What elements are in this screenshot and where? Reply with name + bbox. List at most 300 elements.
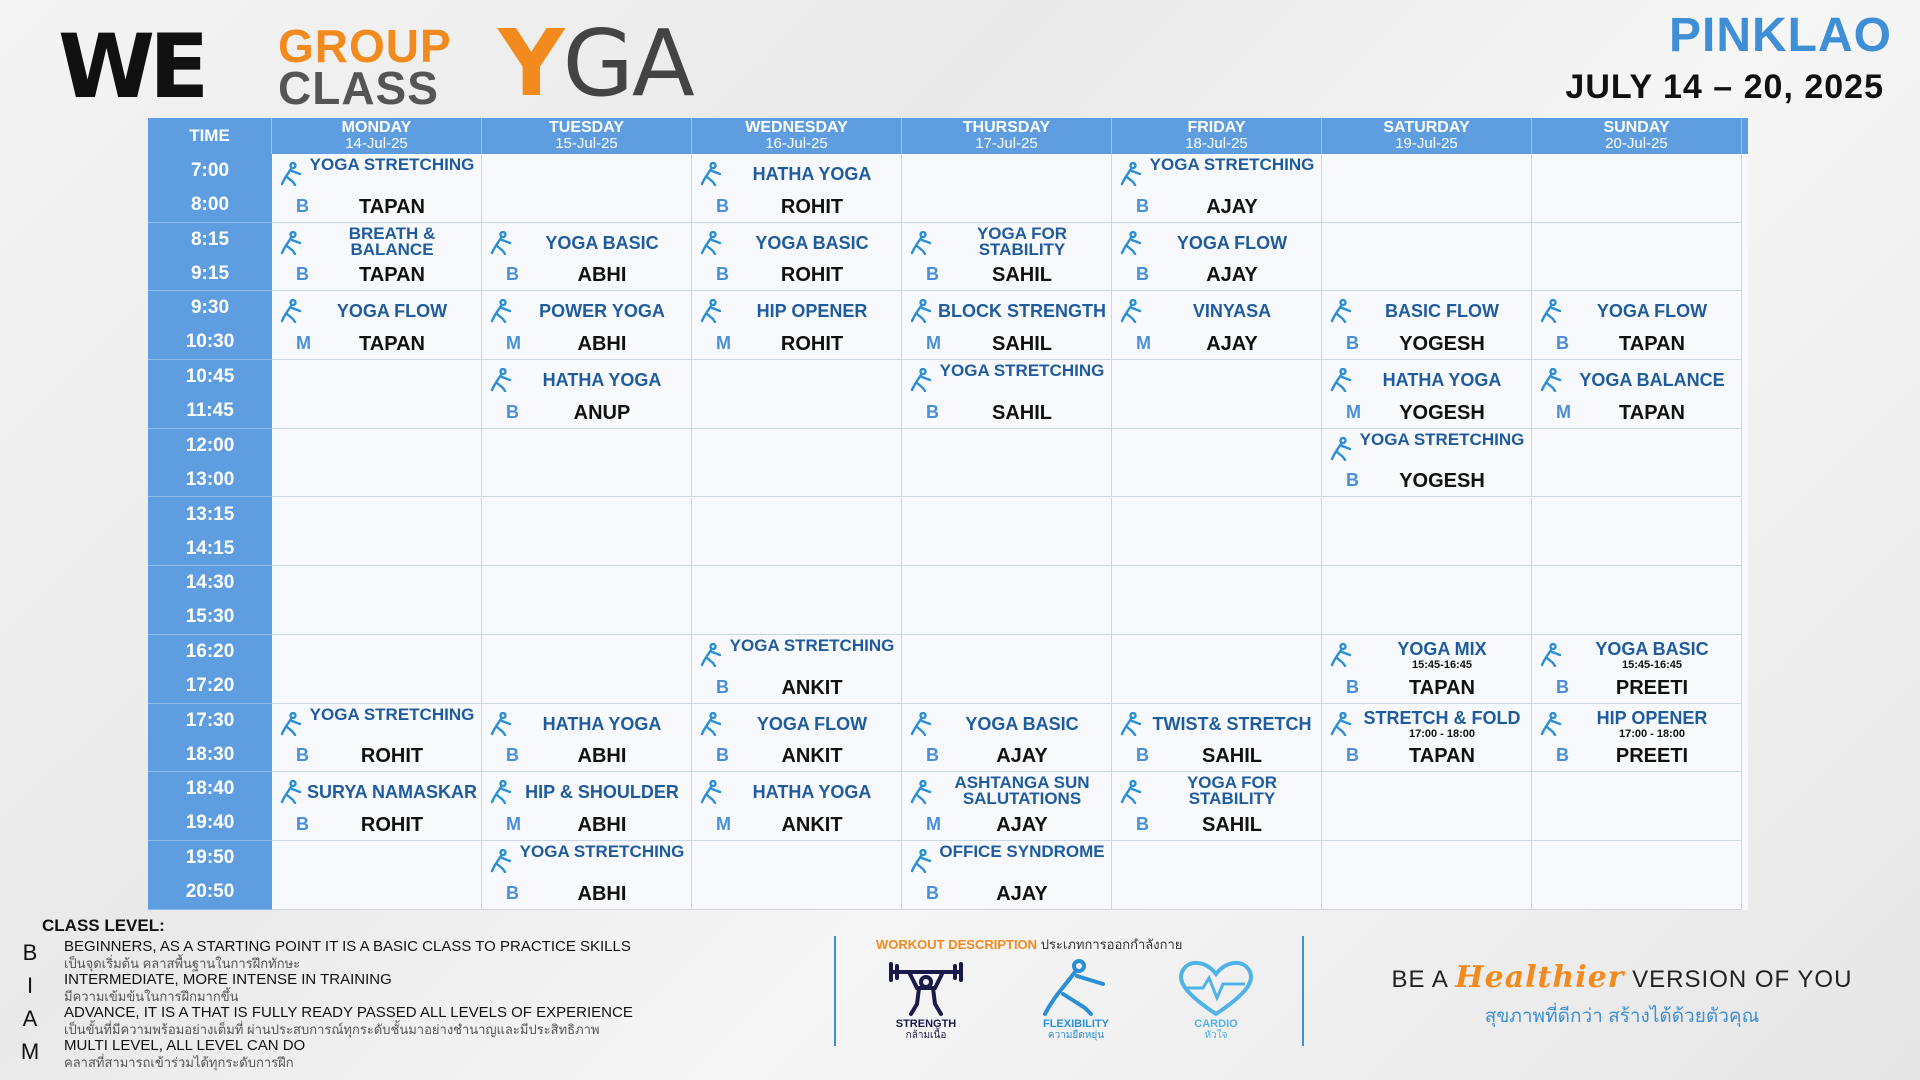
class-entry[interactable]	[1322, 360, 1532, 429]
schedule-cell	[272, 841, 482, 910]
class-entry[interactable]	[482, 291, 692, 360]
day-name: FRIDAY	[1187, 119, 1246, 136]
schedule-cell	[1532, 566, 1742, 635]
class-level: M	[716, 813, 731, 834]
class-name: YOGA STRETCHING	[309, 704, 475, 724]
class-instructor: YOGESH	[1399, 470, 1485, 493]
slot-start-time: 9:30	[190, 297, 230, 319]
class-name: HATHA YOGA	[1382, 370, 1502, 391]
strength-label-th: กล้ามเนื้อ	[905, 1030, 947, 1041]
class-entry[interactable]	[482, 223, 692, 292]
schedule-cell	[272, 360, 482, 429]
class-name: STRETCH & FOLD	[1363, 707, 1521, 728]
class-entry[interactable]	[272, 223, 482, 292]
level-letter: I	[26, 973, 34, 998]
class-name: YOGA BASIC	[965, 713, 1079, 734]
schedule-cell	[1112, 498, 1322, 567]
class-instructor: ABHI	[577, 333, 627, 356]
class-name: YOGA MIX	[1397, 638, 1487, 659]
schedule-cell	[1532, 498, 1742, 567]
class-time: 15:45-16:45	[1412, 658, 1472, 671]
class-level: B	[1346, 333, 1359, 354]
class-instructor: PREETI	[1615, 745, 1689, 768]
time-header: TIME	[148, 118, 272, 154]
class-level: M	[926, 813, 941, 834]
class-entry[interactable]	[1532, 635, 1742, 704]
slot-end-time: 19:40	[185, 812, 235, 834]
strength-label: STRENGTH	[895, 1018, 957, 1030]
class-name: YOGA STRETCHING	[309, 155, 475, 174]
schedule-cell	[1322, 498, 1532, 567]
class-instructor: SAHIL	[992, 333, 1052, 356]
class-instructor: AJAY	[1206, 264, 1258, 287]
flexibility-icon	[280, 231, 302, 255]
flexibility-icon	[1540, 712, 1562, 736]
class-name: SURYA NAMASKAR	[306, 782, 477, 803]
class-instructor: TAPAN	[359, 195, 425, 218]
schedule-cell	[902, 498, 1112, 567]
class-instructor: TAPAN	[1409, 676, 1475, 699]
class-name: YOGA STRETCHING	[519, 842, 685, 861]
class-name: YOGA FOR STABILITY	[1186, 773, 1278, 809]
class-entry[interactable]	[692, 291, 902, 360]
class-level: B	[506, 745, 519, 766]
legend-row	[20, 1035, 800, 1068]
class-entry[interactable]	[902, 360, 1112, 429]
class-name: YOGA FLOW	[1596, 301, 1708, 322]
class-name: YOGA FLOW	[756, 713, 868, 734]
level-desc-en: ADVANCE, IT IS A THAT IS FULLY READY PASSED ALL LEVELS OF EXPERIENCE	[64, 1004, 633, 1021]
time-slot	[148, 223, 272, 292]
flexibility-icon	[700, 643, 722, 667]
flexibility-icon	[280, 162, 302, 186]
class-level: M	[1556, 401, 1571, 422]
level-desc-th: เป็นจุดเริ่มต้น คลาสพื้นฐานในการฝึกทักษะ	[64, 956, 301, 971]
flexibility-icon	[910, 299, 932, 323]
class-entry[interactable]	[1112, 704, 1322, 773]
class-entry[interactable]	[1322, 291, 1532, 360]
time-column	[148, 154, 272, 910]
cardio-icon	[1173, 958, 1259, 1018]
class-name: YOGA BASIC	[1595, 638, 1709, 659]
level-letter: A	[22, 1006, 38, 1031]
slogan	[1352, 960, 1892, 1031]
class-time: 15:45-16:45	[1622, 658, 1682, 671]
class-level-legend	[20, 916, 800, 1076]
class-entry[interactable]	[1532, 291, 1742, 360]
class-name: POWER YOGA	[539, 301, 665, 322]
slot-end-time: 20:50	[185, 881, 235, 902]
flexibility-icon	[910, 712, 932, 736]
class-name: YOGA BALANCE	[1579, 370, 1725, 391]
slot-end-time: 14:15	[185, 537, 235, 559]
class-level: M	[716, 333, 731, 354]
day-header	[1532, 118, 1742, 154]
schedule-cell	[1112, 566, 1322, 635]
class-name: HATHA YOGA	[542, 370, 662, 391]
flexibility-icon	[1120, 299, 1142, 323]
class-level: B	[1556, 333, 1569, 354]
day-date: 17-Jul-25	[975, 135, 1038, 152]
logo-yoga-y: Y	[498, 10, 563, 117]
class-instructor: TAPAN	[1409, 745, 1475, 768]
class-instructor: ABHI	[577, 882, 627, 905]
class-entry[interactable]	[482, 360, 692, 429]
flexibility-icon	[280, 299, 302, 323]
class-name: YOGA BASIC	[545, 232, 659, 253]
flexibility-icon	[1540, 299, 1562, 323]
strength-icon	[883, 958, 969, 1018]
divider	[834, 936, 836, 1046]
class-name: HATHA YOGA	[542, 713, 662, 734]
class-entry[interactable]	[902, 223, 1112, 292]
legend-title: CLASS LEVEL:	[42, 916, 165, 935]
class-instructor: SAHIL	[992, 264, 1052, 287]
time-slot	[148, 704, 272, 773]
cardio-label-th: หัวใจ	[1204, 1030, 1228, 1041]
class-name: ASHTANGA SUN SALUTATIONS	[954, 773, 1090, 809]
class-instructor: TAPAN	[359, 264, 425, 287]
flexibility-icon	[1330, 437, 1352, 461]
schedule-cell	[692, 841, 902, 910]
class-level: B	[1346, 745, 1359, 766]
class-time: 17:00 - 18:00	[1618, 727, 1686, 740]
slot-end-time: 13:00	[185, 468, 235, 490]
flexibility-icon	[1330, 643, 1352, 667]
flexibility-icon	[910, 849, 932, 873]
schedule-header-row	[148, 118, 1748, 154]
slot-end-time: 9:15	[190, 262, 230, 284]
class-entry[interactable]	[1322, 635, 1532, 704]
day-date: 16-Jul-25	[765, 135, 828, 152]
flexibility-icon	[910, 368, 932, 392]
day-date: 20-Jul-25	[1605, 135, 1668, 152]
slot-end-time: 15:30	[185, 606, 235, 628]
schedule-cell	[692, 498, 902, 567]
day-date: 15-Jul-25	[555, 135, 618, 152]
flexibility-icon	[1540, 368, 1562, 392]
slot-end-time: 18:30	[185, 743, 235, 765]
day-header	[1112, 118, 1322, 154]
flexibility-icon	[490, 231, 512, 255]
flexibility-icon	[490, 849, 512, 873]
class-name: HIP & SHOULDER	[525, 782, 679, 803]
class-name: VINYASA	[1192, 301, 1272, 322]
class-instructor: ROHIT	[780, 264, 844, 287]
class-level: B	[1136, 745, 1149, 766]
class-name: YOGA STRETCHING	[1359, 429, 1525, 449]
class-entry[interactable]	[272, 154, 482, 223]
time-slot	[148, 429, 272, 498]
class-instructor: ROHIT	[780, 195, 844, 218]
class-entry[interactable]	[482, 704, 692, 773]
schedule-cell	[482, 566, 692, 635]
flexibility-icon	[490, 368, 512, 392]
class-name: YOGA STRETCHING	[1149, 155, 1315, 174]
workout-title-en: WORKOUT DESCRIPTION	[876, 937, 1038, 952]
schedule-cell	[1112, 360, 1322, 429]
class-entry[interactable]	[272, 772, 482, 841]
class-entry[interactable]	[902, 704, 1112, 773]
class-level: B	[506, 882, 519, 903]
class-entry[interactable]	[1112, 772, 1322, 841]
class-level: B	[296, 745, 309, 766]
class-name: TWIST& STRETCH	[1152, 713, 1312, 734]
class-entry[interactable]	[1532, 704, 1742, 773]
flexibility-icon	[910, 780, 932, 804]
flexibility-icon	[490, 780, 512, 804]
class-entry[interactable]	[1322, 704, 1532, 773]
class-level: B	[296, 813, 309, 834]
flexibility-label-th: ความยืดหยุ่น	[1047, 1030, 1105, 1041]
workout-strength	[876, 958, 976, 1054]
class-name: HIP OPENER	[1596, 707, 1708, 728]
schedule-cell	[902, 429, 1112, 498]
slot-start-time: 13:15	[185, 503, 235, 525]
class-level: M	[506, 333, 521, 354]
schedule-cell	[1322, 841, 1532, 910]
schedule-cell	[1532, 429, 1742, 498]
class-level: B	[926, 264, 939, 285]
class-entry[interactable]	[902, 291, 1112, 360]
class-level: B	[1556, 745, 1569, 766]
class-instructor: ANKIT	[781, 813, 843, 836]
class-entry[interactable]	[1112, 223, 1322, 292]
schedule-cell	[1532, 841, 1742, 910]
slot-start-time: 17:30	[185, 709, 235, 731]
day-name: MONDAY	[341, 119, 412, 136]
class-level: B	[1136, 264, 1149, 285]
legend-row	[20, 969, 800, 1002]
class-level: M	[296, 333, 311, 354]
schedule-cell	[272, 635, 482, 704]
class-entry[interactable]	[482, 772, 692, 841]
class-level: B	[716, 745, 729, 766]
time-slot	[148, 772, 272, 841]
class-time: 17:00 - 18:00	[1408, 727, 1476, 740]
slot-start-time: 19:50	[185, 847, 235, 868]
flexibility-icon	[1120, 780, 1142, 804]
class-level: B	[506, 264, 519, 285]
schedule-cell	[1532, 223, 1742, 292]
class-instructor: AJAY	[1206, 195, 1258, 218]
class-instructor: AJAY	[996, 745, 1048, 768]
class-level: B	[296, 264, 309, 285]
slot-end-time: 8:00	[190, 194, 230, 215]
schedule-grid	[272, 154, 1748, 910]
workout-description	[876, 934, 1296, 1054]
class-instructor: AJAY	[996, 882, 1048, 905]
flexibility-icon	[280, 712, 302, 736]
schedule-cell	[482, 429, 692, 498]
class-entry[interactable]	[902, 841, 1112, 910]
flexibility-label: FLEXIBILITY	[1043, 1018, 1109, 1030]
class-level: M	[1136, 333, 1151, 354]
schedule-cell	[902, 566, 1112, 635]
flexibility-icon	[1330, 299, 1352, 323]
slot-end-time: 10:30	[185, 331, 235, 353]
slot-start-time: 7:00	[190, 160, 230, 181]
class-entry[interactable]	[692, 635, 902, 704]
time-slot	[148, 841, 272, 910]
schedule-cell	[1532, 772, 1742, 841]
class-instructor: AJAY	[996, 813, 1048, 836]
class-instructor: YOGESH	[1399, 401, 1485, 424]
class-level: M	[1346, 401, 1361, 422]
class-instructor: YOGESH	[1399, 333, 1485, 356]
level-desc-th: มีความเข้มข้นในการฝึกมากขึ้น	[64, 989, 239, 1004]
class-instructor: SAHIL	[1202, 813, 1262, 836]
logo-group: GROUP	[278, 20, 452, 72]
class-instructor: ROHIT	[360, 745, 424, 768]
workout-flexibility	[1026, 958, 1126, 1054]
flexibility-icon	[700, 712, 722, 736]
schedule-cell	[902, 635, 1112, 704]
class-entry[interactable]	[1322, 429, 1532, 498]
flexibility-icon	[700, 299, 722, 323]
day-date: 19-Jul-25	[1395, 135, 1458, 152]
legend-row	[20, 1002, 800, 1035]
slot-start-time: 14:30	[185, 572, 235, 594]
class-level: B	[716, 264, 729, 285]
class-level: B	[1556, 676, 1569, 697]
flexibility-icon	[1330, 712, 1352, 736]
slot-start-time: 16:20	[185, 640, 235, 662]
class-name: BLOCK STRENGTH	[938, 301, 1106, 322]
class-entry[interactable]	[692, 223, 902, 292]
flexibility-icon	[1540, 643, 1562, 667]
class-name: BASIC FLOW	[1385, 301, 1499, 322]
class-instructor: ANKIT	[781, 745, 843, 768]
class-name: YOGA FOR STABILITY	[976, 223, 1068, 259]
time-slot	[148, 154, 272, 223]
class-entry[interactable]	[1112, 291, 1322, 360]
class-entry[interactable]	[692, 154, 902, 223]
day-header	[272, 118, 482, 154]
slogan-highlight: Healthier	[1455, 960, 1625, 995]
level-desc-th: คลาสที่สามารถเข้าร่วมได้ทุกระดับการฝึก	[64, 1055, 294, 1070]
class-level: B	[1136, 813, 1149, 834]
class-name: HIP OPENER	[756, 301, 868, 322]
logo-yoga	[498, 10, 693, 117]
day-date: 14-Jul-25	[345, 135, 408, 152]
day-name: TUESDAY	[549, 119, 624, 136]
class-name: YOGA FLOW	[1176, 232, 1288, 253]
level-letter: M	[20, 1039, 40, 1064]
class-entry[interactable]	[1532, 360, 1742, 429]
schedule-cell	[482, 154, 692, 223]
class-level: B	[1136, 195, 1149, 216]
time-slot	[148, 566, 272, 635]
class-entry[interactable]	[482, 841, 692, 910]
time-slot	[148, 360, 272, 429]
level-desc-en: INTERMEDIATE, MORE INTENSE IN TRAINING	[64, 971, 392, 988]
day-header	[902, 118, 1112, 154]
time-slot	[148, 291, 272, 360]
legend-row	[20, 936, 800, 969]
branch-name: PINKLAO	[1669, 9, 1892, 62]
class-entry[interactable]	[692, 772, 902, 841]
class-name: YOGA BASIC	[755, 232, 869, 253]
flexibility-icon	[1033, 958, 1119, 1018]
flexibility-icon	[490, 712, 512, 736]
flexibility-icon	[1330, 368, 1352, 392]
schedule-cell	[692, 566, 902, 635]
schedule-cell	[272, 498, 482, 567]
class-entry[interactable]	[272, 291, 482, 360]
flexibility-icon	[280, 780, 302, 804]
class-instructor: PREETI	[1615, 676, 1689, 699]
workout-title-th: ประเภทการออกกำลังกาย	[1040, 937, 1183, 952]
day-name: SUNDAY	[1603, 119, 1670, 136]
class-level: B	[296, 195, 309, 216]
class-level: B	[506, 401, 519, 422]
class-level: B	[716, 676, 729, 697]
day-name: WEDNESDAY	[745, 119, 848, 136]
cardio-label: CARDIO	[1194, 1018, 1238, 1030]
slot-start-time: 8:15	[190, 228, 230, 250]
class-instructor: ANUP	[573, 401, 631, 424]
schedule-cell	[1112, 841, 1322, 910]
slogan-post: VERSION OF YOU	[1624, 966, 1853, 993]
class-level: B	[926, 745, 939, 766]
class-instructor: SAHIL	[1202, 745, 1262, 768]
class-level: M	[926, 333, 941, 354]
class-name: HATHA YOGA	[752, 782, 872, 803]
class-instructor: ABHI	[577, 813, 627, 836]
class-name: YOGA STRETCHING	[939, 361, 1105, 381]
slogan-en	[1352, 960, 1892, 995]
class-entry[interactable]	[272, 704, 482, 773]
class-entry[interactable]	[692, 704, 902, 773]
slot-start-time: 12:00	[185, 434, 235, 456]
schedule-cell	[1112, 635, 1322, 704]
class-name: YOGA STRETCHING	[729, 635, 895, 655]
schedule-cell	[272, 429, 482, 498]
slot-start-time: 18:40	[185, 778, 235, 800]
class-instructor: TAPAN	[359, 333, 425, 356]
class-instructor: SAHIL	[992, 401, 1052, 424]
class-instructor: ANKIT	[781, 676, 843, 699]
flexibility-icon	[910, 231, 932, 255]
class-level: M	[506, 813, 521, 834]
time-slot	[148, 635, 272, 704]
slot-end-time: 11:45	[186, 400, 234, 422]
class-instructor: ABHI	[577, 745, 627, 768]
slot-start-time: 10:45	[185, 366, 235, 388]
brand-logo	[58, 10, 818, 118]
class-entry[interactable]	[1112, 154, 1322, 223]
class-level: B	[926, 401, 939, 422]
day-name: THURSDAY	[962, 119, 1051, 136]
schedule-cell	[1322, 223, 1532, 292]
class-entry[interactable]	[902, 772, 1112, 841]
schedule-table	[148, 118, 1748, 910]
flexibility-icon	[1120, 231, 1142, 255]
schedule-cell	[692, 360, 902, 429]
class-instructor: ABHI	[577, 264, 627, 287]
time-slot	[148, 498, 272, 567]
schedule-cell	[1322, 154, 1532, 223]
schedule-cell	[482, 635, 692, 704]
class-instructor: TAPAN	[1619, 333, 1685, 356]
slogan-th: สุขภาพที่ดีกว่า สร้างได้ด้วยตัวคุณ	[1484, 1006, 1760, 1027]
class-name: YOGA FLOW	[336, 301, 448, 322]
flexibility-icon	[700, 162, 722, 186]
class-instructor: TAPAN	[1619, 401, 1685, 424]
flexibility-icon	[490, 299, 512, 323]
logo-yoga-rest: GA	[562, 10, 693, 117]
